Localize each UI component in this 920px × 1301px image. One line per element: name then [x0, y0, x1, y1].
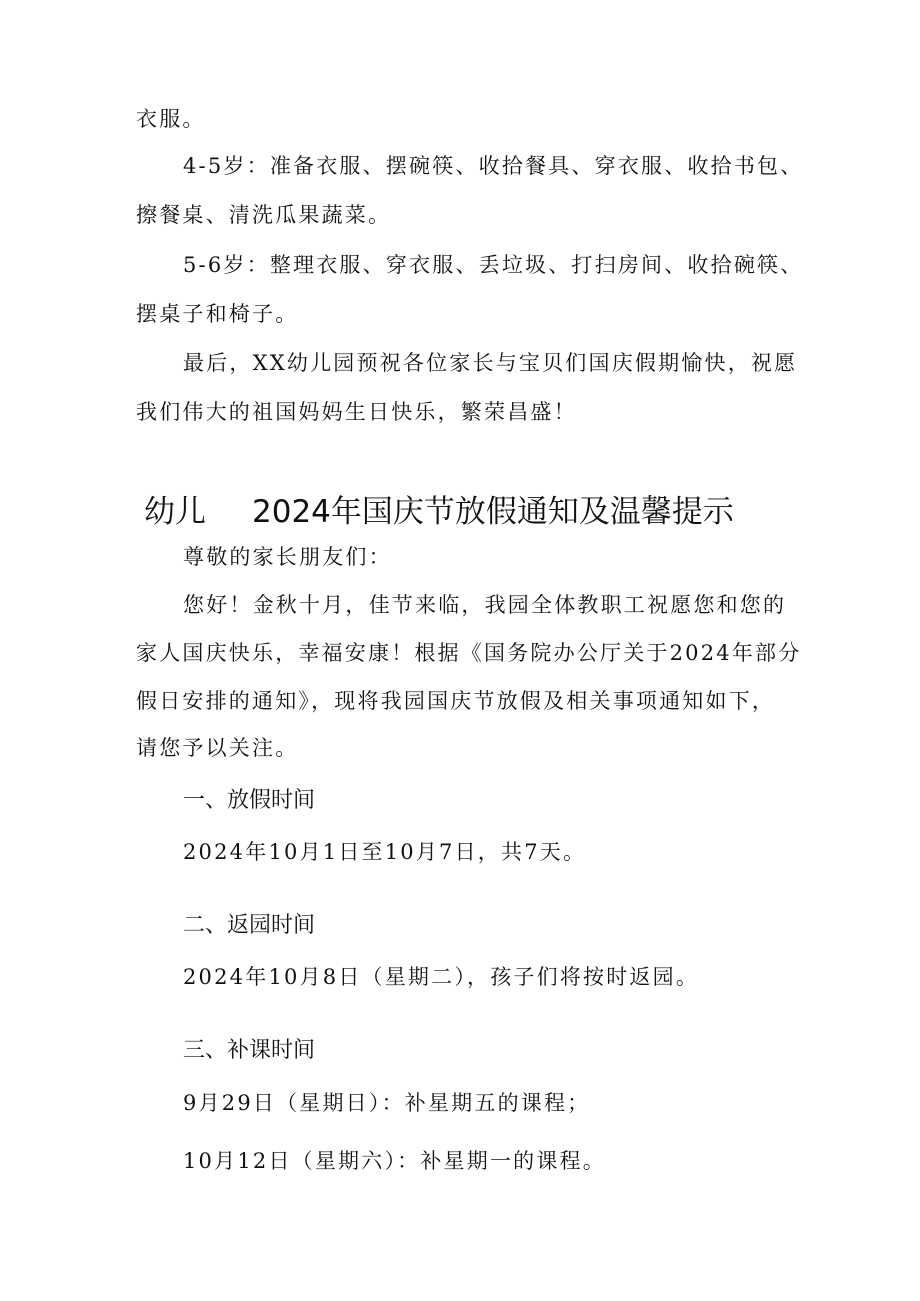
closing-line-1: 最后，XX幼儿园预祝各位家长与宝贝们国庆假期愉快，祝愿	[183, 351, 798, 375]
section-2-text: 2024年10月8日（星期二），孩子们将按时返园。	[183, 965, 700, 989]
greeting: 尊敬的家长朋友们：	[183, 545, 392, 569]
paragraph-line: 衣服。	[136, 107, 206, 131]
section-1-text: 2024年10月1日至10月7日，共7天。	[183, 840, 587, 864]
notice-title-part-2: 2024年国庆节放假通知及温馨提示	[252, 494, 734, 530]
age-4-5-line-2: 擦餐桌、清洗瓜果蔬菜。	[136, 203, 392, 227]
intro-line-3: 假日安排的通知》，现将我园国庆节放假及相关事项通知如下，	[136, 689, 776, 713]
age-5-6-line-1: 5-6岁：整理衣服、穿衣服、丢垃圾、打扫房间、收拾碗筷、	[183, 253, 804, 277]
notice-title	[144, 492, 734, 532]
age-4-5-line-1: 4-5岁：准备衣服、摆碗筷、收拾餐具、穿衣服、收拾书包、	[183, 154, 804, 178]
section-3-item-1: 9月29日（星期日）：补星期五的课程；	[183, 1091, 591, 1115]
age-5-6-line-2: 摆桌子和椅子。	[136, 302, 299, 326]
section-3-heading: 三、补课时间	[183, 1038, 316, 1063]
section-2-heading: 二、返园时间	[183, 913, 316, 938]
closing-line-2: 我们伟大的祖国妈妈生日快乐，繁荣昌盛！	[136, 400, 577, 424]
intro-line-4: 请您予以关注。	[136, 736, 299, 760]
intro-line-1: 您好！金秋十月，佳节来临，我园全体教职工祝愿您和您的	[183, 593, 787, 617]
section-3-item-2: 10月12日（星期六）：补星期一的课程。	[183, 1149, 606, 1173]
notice-title-part-1: 幼儿	[144, 494, 206, 530]
section-1-heading: 一、放假时间	[183, 788, 316, 813]
intro-line-2: 家人国庆快乐，幸福安康！根据《国务院办公厅关于2024年部分	[136, 641, 802, 665]
